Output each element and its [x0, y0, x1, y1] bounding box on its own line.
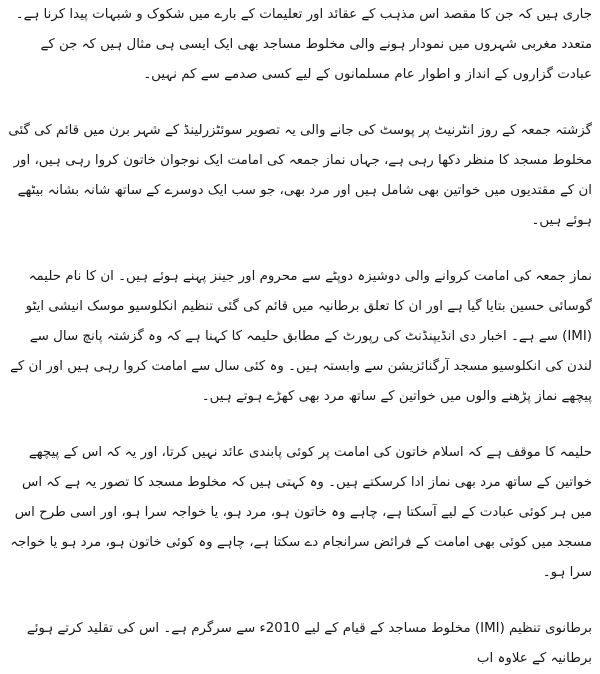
- article-paragraph: نماز جمعہ کی امامت کروانے والی دوشیزہ دوپٹے سے محروم اور جینز پہنے ہوئے ہیں۔ ان کا نام حلیمہ گوسائی حسین بتایا گیا ہے اور ان کا تعلق برطانیہ میں قائم کی گئی تنظیم انکلوسیو موسک انیشی ایٹو (IMI) سے ہے۔ اخبار دی انڈیپنڈنٹ کی رپورٹ کے مطابق حلیمہ کا کہنا ہے کہ وہ گزشتہ پانچ سال سے لندن کی انکلوسیو مسجد آرگنائزیشن سے وابستہ ہیں۔ وہ کئی سال سے امامت کروا رہی ہیں اور ان کے پیچھے نماز پڑھنے والوں میں خواتین کے ساتھ مرد بھی کھڑے ہوتے ہیں۔: [10, 269, 592, 404]
- article-paragraph: گزشتہ جمعہ کے روز انٹرنیٹ پر پوسٹ کی جانے والی یہ تصویر سوئٹزرلینڈ کے شہر برن میں قائم کی گئی مخلوط مسجد کا منظر دکھا رہی ہے، جہاں نماز جمعہ کی امامت ایک نوجوان خاتون کروا رہی ہیں، اور ان کے مقتدیوں میں خواتین بھی شامل ہیں اور مرد بھی، جو سب ایک دوسرے کے ساتھ شانہ بشانہ بیٹھے ہوئے ہیں۔: [8, 123, 592, 228]
- article-paragraph: برطانوی تنظیم (IMI) مخلوط مساجد کے قیام کے لیے 2010ء سے سرگرم ہے۔ اس کی تقلید کرتے ہوئے برطانیہ کے علاوہ اب: [26, 621, 592, 666]
- article-paragraph: حلیمہ کا موقف ہے کہ اسلام خاتون کی امامت پر کوئی پابندی عائد نہیں کرتا، اور یہ کہ اس کے پیچھے خواتین کے ساتھ مرد بھی نماز ادا کرسکتے ہیں۔ وہ کہتی ہیں کہ مخلوط مسجد کا تصور یہ ہے کہ اس میں ہر کوئی عبادت کے لیے آسکتا ہے، چاہے وہ خاتون ہو، مرد ہو، یا خواجہ سرا ہو، اور اسی طرح اس مسجد میں کوئی بھی امامت کے فرائض سرانجام دے سکتا ہے، چاہے وہ کوئی خاتون ہو، مرد ہو یا خواجہ سرا ہو۔: [10, 445, 592, 580]
- article-body: [8, 0, 592, 674]
- article-paragraph: جاری ہیں کہ جن کا مقصد اس مذہب کے عقائد اور تعلیمات کے بارے میں شکوک و شبہات پیدا کرنا ہے۔ متعدد مغربی شہروں میں نمودار ہونے والی مخلوط مساجد بھی ایک ایسی ہی مثال ہیں کہ جن کے عبادت گزاروں کے انداز و اطوار عام مسلمانوں کے لیے کسی صدمے سے کم نہیں۔: [15, 7, 592, 82]
